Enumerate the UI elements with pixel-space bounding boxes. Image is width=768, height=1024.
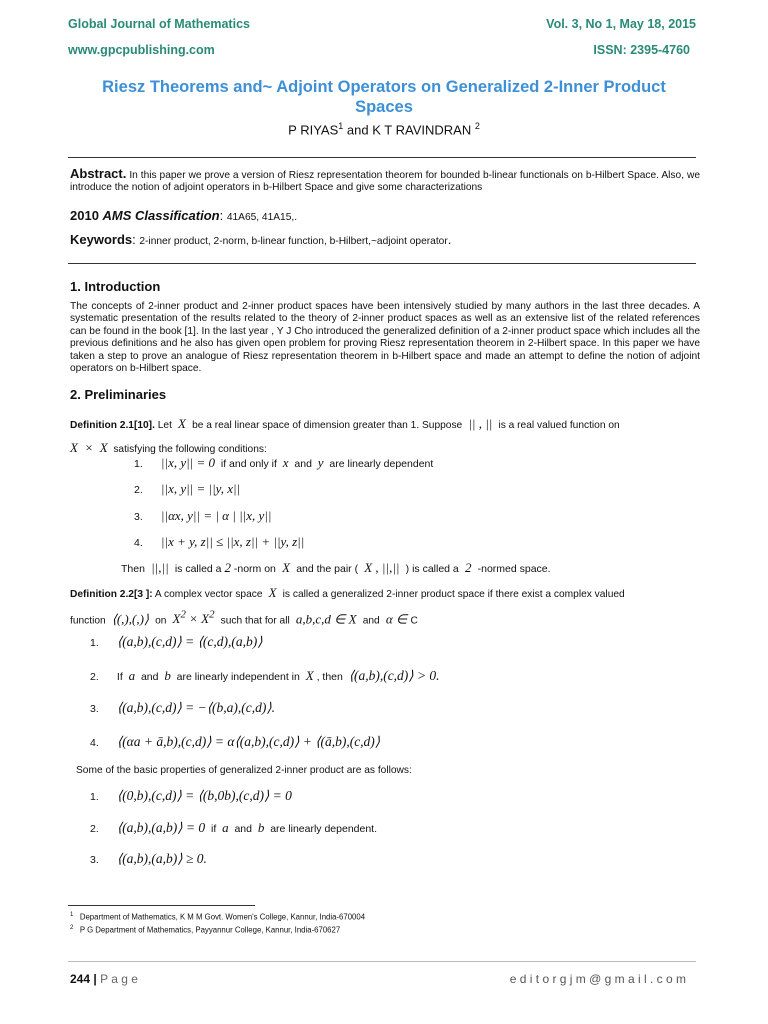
item-var-a: a [222,820,229,835]
then-3: 2 [224,560,231,575]
page-label: P a g e [100,972,138,986]
def-2-1-item-4 [134,534,304,550]
item-number: 4. [90,737,99,749]
author-1-sup: 1 [338,121,344,131]
item-expression: ||x, y|| = 0 [160,455,216,470]
keywords-value: 2-inner product, 2-norm, b-linear function, b-Hilbert,~adjoint operator [139,236,448,247]
rule-top [68,157,696,158]
footer-rule [68,961,696,962]
ams-classification: 2010 AMS Classification: 41A65, 41A15,. [70,208,298,223]
page-separator: | [93,972,97,986]
ams-year: 2010 [70,208,99,223]
item-number: 1. [90,791,99,803]
item-var-a: a [128,668,136,683]
item-number: 4. [134,537,143,549]
def-2-2-t1: A complex vector space [154,589,263,600]
item-number: 1. [90,637,99,649]
def-2-2-t6: and [362,615,380,627]
item-and: and [294,458,312,470]
item-var-x: x [282,455,289,470]
abstract-text: In this paper we prove a version of Riesz representation theorem for bounded b-linear functionals on b-Hilbert Space. Also, we introduce the notion of adjoint operators in b-Hilbert Space and give some characterizations [70,170,700,194]
def-2-2-item-1 [90,634,263,650]
property-1 [90,788,292,804]
def-2-2-label: Definition 2.2[3 ]: [70,589,153,600]
section-heading-preliminaries: 2. Preliminaries [70,387,167,402]
abstract-label: Abstract. [70,166,127,181]
then-4: -norm on [233,563,276,575]
def-2-1-label: Definition 2.1[10]. [70,420,155,431]
item-number: 1. [134,458,143,470]
ams-label: AMS Classification [102,208,220,223]
volume-info: Vol. 3, No 1, May 18, 2015 [546,17,696,31]
properties-intro: Some of the basic properties of generalized 2-inner product are as follows: [76,765,412,776]
def-2-2-text: Definition 2.2[3 ]: A complex vector space X is called a generalized 2-inner product space if there exist a complex valued function ⟨(,),(,)⟩ on $X^2 \times X^2$ such that for all a,b,c,d ∈ X and α ∈ C [70,585,625,627]
item-expression: ⟨(a,b),(a,b)⟩ = 0 [116,820,206,835]
item-text: if and only if [220,458,277,470]
item-expression: ⟨(a,b),(c,d)⟩ > 0. [348,668,440,683]
item-tail: are linearly dependent. [270,823,378,835]
then-6: ) is called a [405,563,459,575]
title-line-2: Spaces [355,98,413,116]
item-expression: ||x + y, z|| ≤ ||x, z|| + ||y, z|| [160,534,305,549]
item-expression: ⟨(a,b),(a,b)⟩ ≥ 0. [116,851,207,866]
authors-and: and [346,122,369,138]
intro-text: The concepts of 2-inner product and 2-inner product spaces have been intensively studied by many authors in the last three decades. A systematic presentation of the results related to the theory of 2-inner product spaces as well as an extensive list of the related references can be found in the book [1]. In the last year , Y J Cho introduced the generalized definition of a 2-inner product space which includes all the previous definitions and he also has given open problem for proving Riesz representation theorem in 2-Hilbert space. In this paper we have taken a step to prove an analogue of Riesz representation theorem in b-Hilbert space and made an attempt to define the notion of adjoint operators on b-Hilbert space. [70,301,700,375]
issn: ISSN: 2395-4760 [593,43,690,57]
then-2: is called a [174,563,222,575]
title-line-1: Riesz Theorems and~ Adjoint Operators on Generalized 2-Inner Product [102,78,666,96]
item-expression: ⟨(a,b),(c,d)⟩ = ⟨(c,d),(a,b)⟩ [116,634,263,649]
def-2-1-t1: Let [157,420,172,431]
author-2-sup: 2 [474,121,480,131]
ams-value: 41A65, 41A15,. [226,212,298,223]
def-2-1-item-3 [134,508,271,524]
def-2-2-item-4 [90,734,380,750]
then-7: -normed space. [477,563,551,575]
def-2-2-t5: such that for all [220,615,290,627]
footnote-rule [68,905,255,906]
def-2-1-item-2 [134,481,240,497]
item-number: 3. [90,703,99,715]
item-expression: ⟨(0,b),(c,d)⟩ = ⟨(b,0b),(c,d)⟩ = 0 [116,788,292,803]
contact-email[interactable]: e d i t o r g j m @ g m a i l . c o m [509,972,686,986]
item-var-x: X [305,668,314,683]
item-var-b: b [164,668,171,683]
authors [0,121,768,137]
author-1: P RIYAS [288,122,339,138]
item-var-b: b [257,820,265,835]
item-expression: ⟨(αa + ā,b),(c,d)⟩ = α⟨(a,b),(c,d)⟩ + ⟨(ā,b),(c,d)⟩ [116,734,381,749]
def-2-1-item-1 [134,455,433,471]
item-and: and [234,823,252,835]
def-2-2-t4: on [155,615,167,627]
def-2-2-t3: function [70,615,106,627]
item-number: 3. [90,854,99,866]
item-number: 2. [90,823,99,835]
page-number: 244 [70,972,91,986]
item-expression: ⟨(a,b),(c,d)⟩ = −⟨(b,a),(c,d)⟩. [116,700,276,715]
website: www.gpcpublishing.com [68,43,215,57]
footnote-1-sup: 1 [70,912,74,918]
def-2-1-t3: is a real valued function on [498,420,620,431]
page-number-block [70,972,138,986]
rule-bottom [68,263,696,264]
def-2-2-t7: C [410,615,418,627]
def-2-1-then: Then ||,|| is called a 2 -norm on X and the pair ( X , ||,|| ) is called a 2 -normed space. [121,560,551,575]
keywords: Keywords: 2-inner product, 2-norm, b-linear function, b-Hilbert,~adjoint operator. [70,232,452,247]
footnote-1-text: Department of Mathematics, K M M Govt. Women's College, Kannur, India-670004 [79,912,366,922]
paper-title [60,77,708,117]
item-number: 3. [134,511,143,523]
def-2-1-t4: satisfying the following conditions: [113,444,267,455]
property-2 [90,820,377,836]
footnote-1 [70,912,365,922]
item-number: 2. [90,671,99,683]
def-2-2-t2: is called a generalized 2-inner product space if there exist a complex valued [282,589,625,600]
journal-name: Global Journal of Mathematics [68,17,250,31]
item-pre: If [116,671,123,683]
item-number: 2. [134,484,143,496]
section-heading-introduction: 1. Introduction [70,279,161,294]
def-2-1-t2: be a real linear space of dimension greater than 1. Suppose [192,420,463,431]
property-3 [90,851,207,867]
item-and: and [140,671,159,683]
then-1: Then [121,563,145,575]
footnote-2 [70,925,340,935]
def-2-1-text: Definition 2.1[10]. Let X be a real linear space of dimension greater than 1. Suppose || , || is a real valued function on X × X satisfying the following conditions: [70,416,620,455]
item-tail: are linearly dependent [329,458,434,470]
item-mid: are linearly independent in [176,671,300,683]
item-mid2: , then [316,671,343,683]
then-5: and the pair ( [296,563,359,575]
footnote-2-text: P G Department of Mathematics, Payyannur College, Kannur, India-670627 [79,925,341,935]
def-2-2-item-2 [90,668,440,684]
item-text: if [211,823,217,835]
abstract [70,168,700,195]
keywords-label: Keywords [70,232,133,247]
def-2-2-item-3 [90,700,275,716]
footnote-2-sup: 2 [70,925,74,931]
author-2: K T RAVINDRAN [372,122,472,138]
item-expression: ||αx, y|| = | α | ||x, y|| [160,508,272,523]
item-expression: ||x, y|| = ||y, x|| [160,481,241,496]
item-var-y: y [317,455,324,470]
